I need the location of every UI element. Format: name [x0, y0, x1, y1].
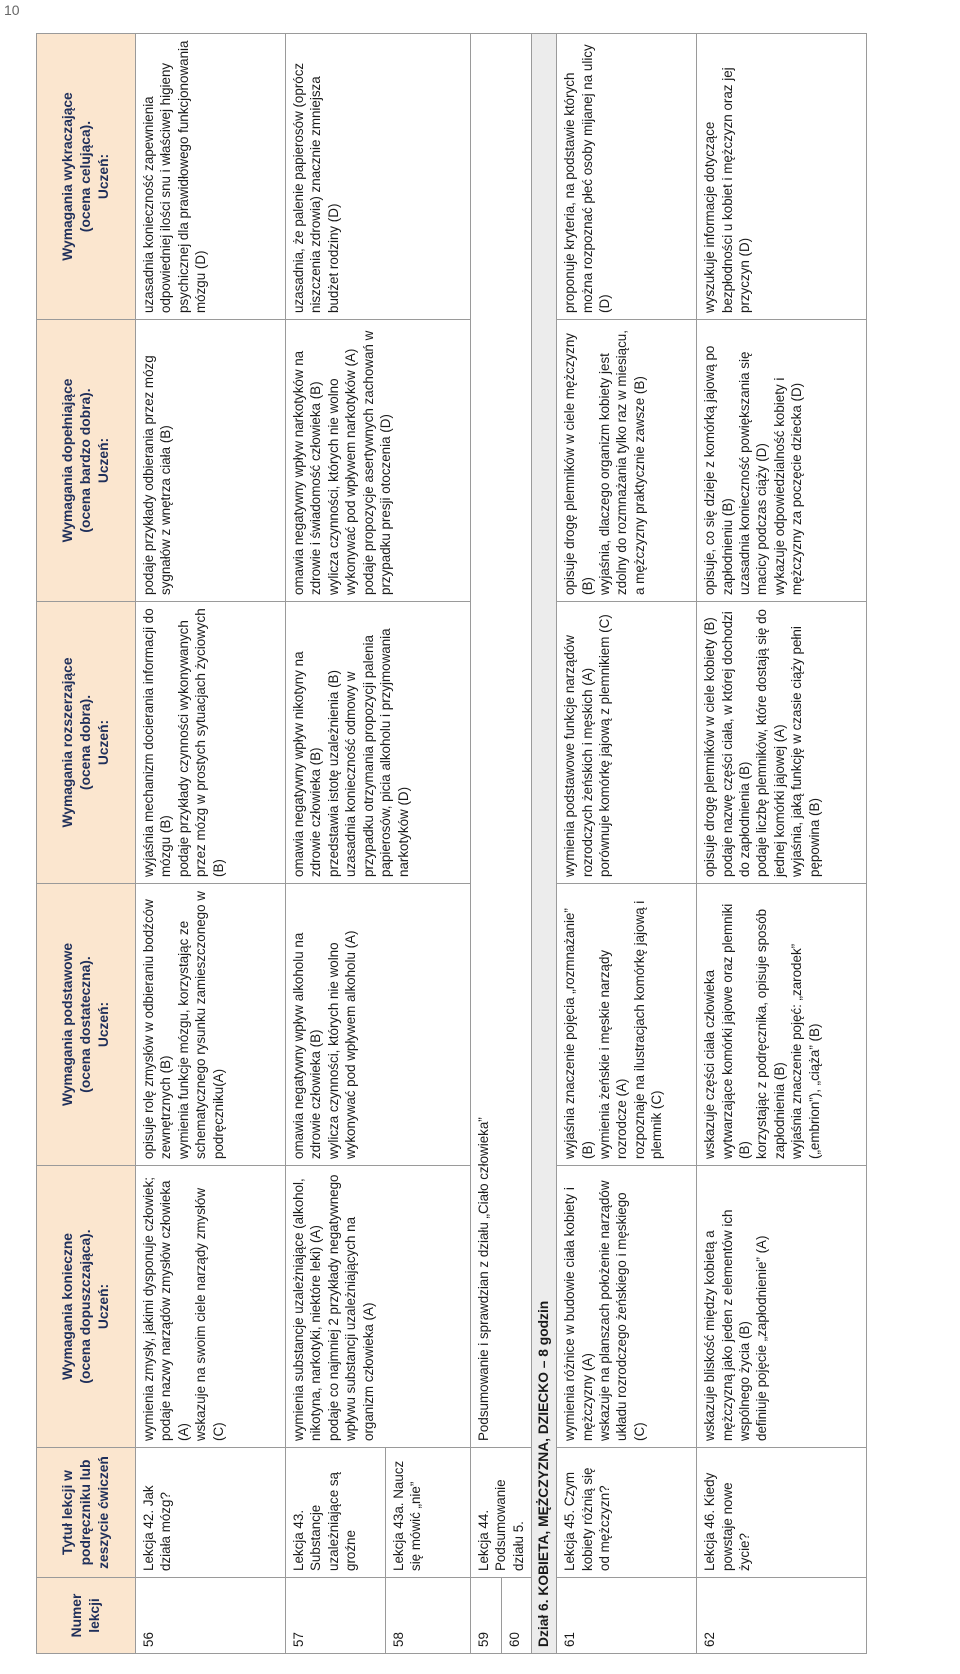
- req-cell: [136, 320, 286, 602]
- lesson-number: 58: [386, 1578, 471, 1654]
- header-req-complementary: [37, 320, 136, 602]
- rotated-table-wrapper: [36, 34, 948, 1654]
- req-student: Uczeń:: [95, 153, 111, 200]
- lesson-title: Lekcja 42. Jak działa mózg?: [136, 1448, 286, 1578]
- requirement-item: wyjaśnia, jaką funkcję w czasie ciąży pełni pępowina (B): [789, 626, 822, 877]
- table-row: [286, 34, 386, 1654]
- req-cell: [286, 34, 471, 320]
- requirement-item: uzasadnia konieczność powiększania się macicy podczas ciąży (D): [737, 351, 770, 595]
- req-student: Uczeń:: [95, 719, 111, 766]
- requirement-item: rozpoznaje na ilustracjach komórkę jajową i plemnik (C): [631, 900, 665, 1159]
- requirement-item: podaje przykłady czynności wykonywanych przez mózg w prostych sytuacjach życiowych (B): [175, 608, 226, 877]
- req-cell: [136, 1166, 286, 1448]
- lesson-number: 59: [471, 1578, 502, 1654]
- header-lesson-number: Numer lekcji: [37, 1578, 136, 1654]
- requirement-item: podaje propozycje asertywnych zachowań w przypadku presji otoczenia (D): [360, 330, 394, 595]
- req-grade: (ocena dopuszczająca).: [78, 1229, 94, 1384]
- header-row: [37, 34, 136, 1654]
- requirement-item: podaje co najmniej 2 przykłady negatywnego wpływu substancji uzależniających na organizm człowieka (A): [325, 1174, 376, 1441]
- summary-cell: Podsumowanie i sprawdzian z działu „Ciało człowieka”: [471, 34, 532, 1448]
- requirement-item: wymienia zmysły, jakimi dysponuje człowiek; podaje nazwy narządów zmysłów człowieka (A): [141, 1177, 191, 1441]
- requirement-item: omawia negatywny wpływ alkoholu na zdrowie człowieka (B): [291, 932, 324, 1159]
- header-req-necessary: [37, 1166, 136, 1448]
- requirement-item: wyjaśnia mechanizm docierania informacji do mózgu (B): [141, 608, 174, 877]
- requirement-item: opisuje, co się dzieje z komórką jajową po zapłodnieniu (B): [702, 345, 735, 595]
- requirement-item: wskazuje na swoim ciele narządy zmysłów (C): [193, 1187, 226, 1441]
- req-student: Uczeń:: [95, 437, 111, 484]
- requirement-item: omawia negatywny wpływ nikotyny na zdrowie człowieka (B): [291, 651, 324, 877]
- req-cell: [136, 602, 286, 884]
- req-grade: (ocena celująca).: [78, 120, 94, 233]
- lesson-title: Lekcja 43a. Naucz się mówić „nie”: [386, 1448, 471, 1578]
- req-cell: [697, 320, 867, 602]
- req-cell: [697, 884, 867, 1166]
- req-title: Wymagania podstawowe: [60, 942, 76, 1107]
- req-cell: [557, 320, 697, 602]
- requirement-item: uzasadnia, że palenie papierosów (oprócz niszczenia zdrowia) znacznie zmniejsza budżet rodziny (D): [291, 62, 341, 313]
- req-student: Uczeń:: [95, 1001, 111, 1048]
- req-title: Wymagania wykraczające: [60, 92, 76, 261]
- requirement-item: omawia negatywny wpływ narkotyków na zdrowie i świadomość człowieka (B): [291, 350, 324, 595]
- requirement-item: uzasadnia konieczność zapewnienia odpowiedniej ilości snu i właściwej higieny psychicznej dla prawidłowego funkcjonowania mózgu (D): [141, 40, 209, 313]
- requirement-item: przedstawia istotę uzależnienia (B): [325, 670, 341, 877]
- lesson-title: Lekcja 46. Kiedy powstaje nowe życie?: [697, 1448, 867, 1578]
- req-title: Wymagania rozszerzające: [60, 657, 76, 828]
- req-cell: [557, 34, 697, 320]
- header-lesson-title: Tytuł lekcji w podręczniku lub zeszycie ćwiczeń: [37, 1448, 136, 1578]
- lesson-title: Lekcja 43. Substancje uzależniające są groźne: [286, 1448, 386, 1578]
- req-cell: [697, 34, 867, 320]
- requirement-item: wylicza czynności, których nie wolno wykonywać pod wpływem alkoholu (A): [325, 930, 359, 1159]
- requirement-item: opisuje drogę plemników w ciele mężczyzny (B): [562, 333, 595, 595]
- req-cell: [697, 602, 867, 884]
- section-title: Dział 6. KOBIETA, MĘŻCZYZNA, DZIECKO – 8 godzin: [532, 34, 557, 1654]
- req-grade: (ocena dostateczna).: [78, 956, 94, 1093]
- requirement-item: wylicza czynności, których nie wolno wykonywać pod wpływem narkotyków (A): [325, 348, 359, 595]
- requirement-item: wykazuje odpowiedzialność kobiety i mężczyzny za poczęcie dziecka (D): [771, 377, 805, 595]
- requirement-item: opisuje rolę zmysłów w odbieraniu bodźców zewnętrznych (B): [141, 899, 174, 1159]
- requirement-item: wyjaśnia znaczenie pojęcia „rozmnażanie” (B): [562, 908, 595, 1159]
- lesson-number: 60: [501, 1578, 532, 1654]
- requirement-item: wymienia różnice w budowie ciała kobiety i mężczyzny (A): [562, 1187, 595, 1441]
- req-cell: [557, 884, 697, 1166]
- lesson-number: 61: [557, 1578, 697, 1654]
- req-cell: [557, 1166, 697, 1448]
- table-row: [471, 34, 502, 1654]
- req-cell: [136, 884, 286, 1166]
- req-cell: [286, 602, 471, 884]
- requirement-item: wymienia żeńskie i męskie narządy rozrodcze (A): [597, 949, 630, 1159]
- requirement-item: opisuje drogę plemników w ciele kobiety (B): [702, 617, 718, 877]
- table-row: [136, 34, 286, 1654]
- requirement-item: korzystając z podręcznika, opisuje sposób zapłodnienia (B): [754, 908, 787, 1159]
- lesson-number: 57: [286, 1578, 386, 1654]
- table-row: [557, 34, 697, 1654]
- requirement-item: wskazuje na planszach położenie narządów układu rozrodczego żeńskiego i męskiego (C): [597, 1180, 647, 1441]
- req-cell: [286, 320, 471, 602]
- requirement-item: wymienia podstawowe funkcje narządów rozrodczych żeńskich i męskich (A): [562, 635, 595, 877]
- requirement-item: wyszukuje informacje dotyczące bezpłodności u kobiet i mężczyzn oraz jej przyczyn (D): [702, 67, 753, 313]
- requirement-item: wymienia funkcje mózgu, korzystając ze schematycznego rysunku zamieszczonego w podręczniku(A): [175, 891, 226, 1159]
- curriculum-table: [36, 33, 867, 1654]
- requirement-item: podaje liczbę plemników, które dostają się do jednej komórki jajowej (A): [754, 609, 787, 877]
- req-cell: [136, 34, 286, 320]
- requirement-item: podaje nazwę części ciała, w której dochodzi do zapłodnienia (B): [719, 611, 753, 877]
- header-req-extended: [37, 602, 136, 884]
- requirement-item: wskazuje części ciała człowieka wytwarzające komórki jajowe oraz plemniki (B): [702, 903, 753, 1159]
- requirement-item: podaje przykłady odbierania przez mózg sygnałów z wnętrza ciała (B): [141, 355, 174, 595]
- requirement-item: wyjaśnia, dlaczego organizm kobiety jest zdolny do rozmnażania tylko raz w miesiącu, a mężczyzny praktycznie zawsze (B): [597, 330, 647, 595]
- page-number: 10: [4, 2, 20, 18]
- req-grade: (ocena bardzo dobra).: [78, 388, 94, 533]
- requirement-item: wskazuje bliskość między kobietą a mężczyzną jako jeden z elementów ich wspólnego życia (B): [702, 1209, 753, 1441]
- requirement-item: definiuje pojęcie „zapłodnienie” (A): [754, 1235, 770, 1441]
- requirement-item: wyjaśnia znaczenie pojęć: „zarodek” („embrion”), „ciąża” (B): [789, 943, 822, 1159]
- req-title: Wymagania dopełniające: [60, 378, 76, 543]
- header-req-basic: [37, 884, 136, 1166]
- req-grade: (ocena dobra).: [78, 694, 94, 791]
- requirement-item: wymienia substancje uzależniające (alkohol, nikotyna, narkotyki, niektóre leki) (A): [291, 1178, 324, 1441]
- requirement-item: proponuje kryteria, na podstawie których można rozpoznać płeć osoby mijanej na ulicy (D): [562, 44, 613, 313]
- lesson-number: 62: [697, 1578, 867, 1654]
- lesson-title: Lekcja 45. Czym kobiety różnią się od mężczyzn?: [557, 1448, 697, 1578]
- req-title: Wymagania konieczne: [60, 1233, 76, 1380]
- lesson-number: 56: [136, 1578, 286, 1654]
- lesson-title: Lekcja 44. Podsumowanie działu 5.: [471, 1448, 532, 1578]
- section-row: [532, 34, 557, 1654]
- req-student: Uczeń:: [95, 1283, 111, 1330]
- requirement-item: porównuje komórkę jajową z plemnikiem (C): [597, 614, 613, 877]
- table-row: [697, 34, 867, 1654]
- req-cell: [557, 602, 697, 884]
- req-cell: [286, 884, 471, 1166]
- req-cell: [286, 1166, 471, 1448]
- req-cell: [697, 1166, 867, 1448]
- requirement-item: uzasadnia konieczność odmowy w przypadku otrzymania propozycji palenia papierosów, picia alkoholu i przyjmowania narkotyków (D): [343, 628, 411, 877]
- header-req-exceeding: [37, 34, 136, 320]
